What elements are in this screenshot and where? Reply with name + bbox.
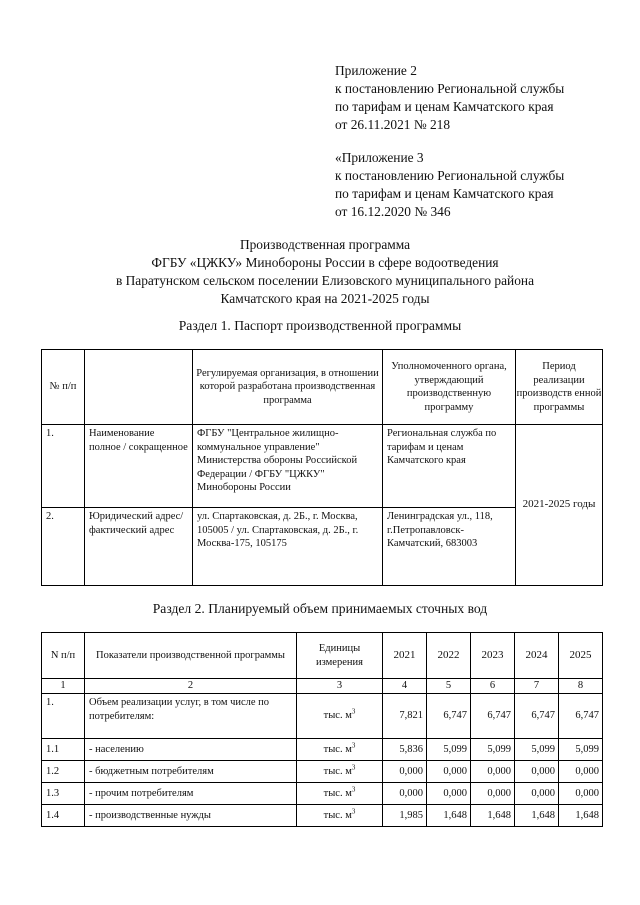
unit-sup: 3 (351, 807, 356, 816)
row-value: 0,000 (471, 761, 515, 783)
row-value: 5,099 (559, 739, 603, 761)
unit-text: тыс. м (323, 765, 352, 777)
row-value: 5,099 (471, 739, 515, 761)
table-header-row (42, 350, 603, 425)
column-number: 5 (427, 679, 471, 694)
row-label: Объем реализации услуг, в том числе по потребителям: (85, 694, 297, 739)
header-num: № п/п (42, 350, 85, 425)
row-unit (297, 783, 383, 805)
row-authority: Ленинградская ул., 118, г.Петропавловск-Камчатский, 683003 (383, 508, 516, 586)
row-num: 1.2 (42, 761, 85, 783)
row-org: ФГБУ "Центральное жилищно-коммунальное управление" Министерства обороны Российской Федерации / ФГБУ "ЦЖКУ" Минобороны России (193, 425, 383, 508)
unit-sup: 3 (351, 785, 356, 794)
row-value: 5,099 (427, 739, 471, 761)
header-org: Регулируемая организация, в отношении которой разработана производственная программа (193, 350, 383, 425)
appendix-line: по тарифам и ценам Камчатского края (335, 186, 554, 201)
title-line: в Паратунском сельском поселении Елизовского муниципального района (115, 273, 535, 288)
column-number: 2 (85, 679, 297, 694)
row-num: 1. (42, 694, 85, 739)
row-num: 1.4 (42, 805, 85, 827)
table-row (42, 425, 603, 508)
unit-text: тыс. м (323, 787, 352, 799)
document-title (60, 236, 590, 308)
row-value: 0,000 (515, 761, 559, 783)
header-authority: Уполномоченного органа, утверждающий производственную программу (383, 350, 516, 425)
unit-sup: 3 (351, 763, 356, 772)
row-unit (297, 694, 383, 739)
row-org: ул. Спартаковская, д. 2Б., г. Москва, 105005 / ул. Спартаковская, д. 2Б., г. Москва-175, 105175 (193, 508, 383, 586)
appendix-line: «Приложение 3 (335, 150, 424, 165)
row-value: 0,000 (515, 783, 559, 805)
header-year: 2024 (515, 633, 559, 679)
row-label: - производственные нужды (85, 805, 297, 827)
row-value: 0,000 (471, 783, 515, 805)
column-number: 8 (559, 679, 603, 694)
header-year: 2021 (383, 633, 427, 679)
row-name: Наименование полное / сокращенное (85, 425, 193, 508)
unit-text: тыс. м (323, 743, 352, 755)
row-value: 1,648 (559, 805, 603, 827)
row-label: - бюджетным потребителям (85, 761, 297, 783)
title-line: Камчатского края на 2021-2025 годы (220, 291, 430, 306)
row-num: 2. (42, 508, 85, 586)
header-num: N п/п (42, 633, 85, 679)
period-value: 2021-2025 годы (516, 425, 603, 586)
unit-text: тыс. м (323, 710, 352, 722)
row-value: 0,000 (427, 783, 471, 805)
row-value: 0,000 (559, 761, 603, 783)
row-num: 1.3 (42, 783, 85, 805)
row-unit (297, 739, 383, 761)
appendix-line: по тарифам и ценам Камчатского края (335, 99, 554, 114)
unit-sup: 3 (351, 741, 356, 750)
volume-table (41, 632, 603, 827)
row-num: 1.1 (42, 739, 85, 761)
row-authority: Региональная служба по тарифам и ценам Камчатского края (383, 425, 516, 508)
header-period: Период реализации производств енной программы (516, 350, 603, 425)
column-number: 4 (383, 679, 427, 694)
appendix-line: от 26.11.2021 № 218 (335, 117, 451, 132)
table-row (42, 694, 603, 739)
row-value: 6,747 (559, 694, 603, 739)
passport-table (41, 349, 603, 586)
unit-text: тыс. м (323, 809, 352, 821)
row-label: - населению (85, 739, 297, 761)
column-number: 7 (515, 679, 559, 694)
row-unit (297, 805, 383, 827)
row-unit (297, 761, 383, 783)
row-value: 1,648 (427, 805, 471, 827)
appendix-3-header (335, 149, 625, 221)
header-blank (85, 350, 193, 425)
header-year: 2025 (559, 633, 603, 679)
appendix-line: от 16.12.2020 № 346 (335, 204, 451, 219)
appendix-line: Приложение 2 (335, 63, 417, 78)
row-name: Юридический адрес/ фактический адрес (85, 508, 193, 586)
row-value: 1,985 (383, 805, 427, 827)
table-row (42, 761, 603, 783)
appendix-line: к постановлению Региональной службы (335, 81, 565, 96)
table-header-row (42, 633, 603, 679)
column-number: 1 (42, 679, 85, 694)
row-value: 1,648 (515, 805, 559, 827)
row-value: 6,747 (515, 694, 559, 739)
row-value: 1,648 (471, 805, 515, 827)
column-number: 3 (297, 679, 383, 694)
row-label: - прочим потребителям (85, 783, 297, 805)
header-indicator: Показатели производственной программы (85, 633, 297, 679)
row-value: 5,099 (515, 739, 559, 761)
header-unit: Единицы измерения (297, 633, 383, 679)
column-number: 6 (471, 679, 515, 694)
column-number-row (42, 679, 603, 694)
unit-sup: 3 (351, 707, 356, 716)
row-value: 5,836 (383, 739, 427, 761)
appendix-line: к постановлению Региональной службы (335, 168, 565, 183)
section-1-title: Раздел 1. Паспорт производственной программы (178, 318, 462, 333)
row-value: 7,821 (383, 694, 427, 739)
header-year: 2022 (427, 633, 471, 679)
row-value: 6,747 (427, 694, 471, 739)
row-value: 0,000 (383, 761, 427, 783)
row-num: 1. (42, 425, 85, 508)
row-value: 0,000 (383, 783, 427, 805)
table-row (42, 783, 603, 805)
title-line: Производственная программа (239, 237, 411, 252)
table-row (42, 805, 603, 827)
header-year: 2023 (471, 633, 515, 679)
table-row (42, 739, 603, 761)
row-value: 6,747 (471, 694, 515, 739)
section-2-title: Раздел 2. Планируемый объем принимаемых сточных вод (152, 601, 488, 616)
title-line: ФГБУ «ЦЖКУ» Минобороны России в сфере водоотведения (151, 255, 499, 270)
row-value: 0,000 (559, 783, 603, 805)
row-value: 0,000 (427, 761, 471, 783)
appendix-2-header (335, 62, 625, 134)
